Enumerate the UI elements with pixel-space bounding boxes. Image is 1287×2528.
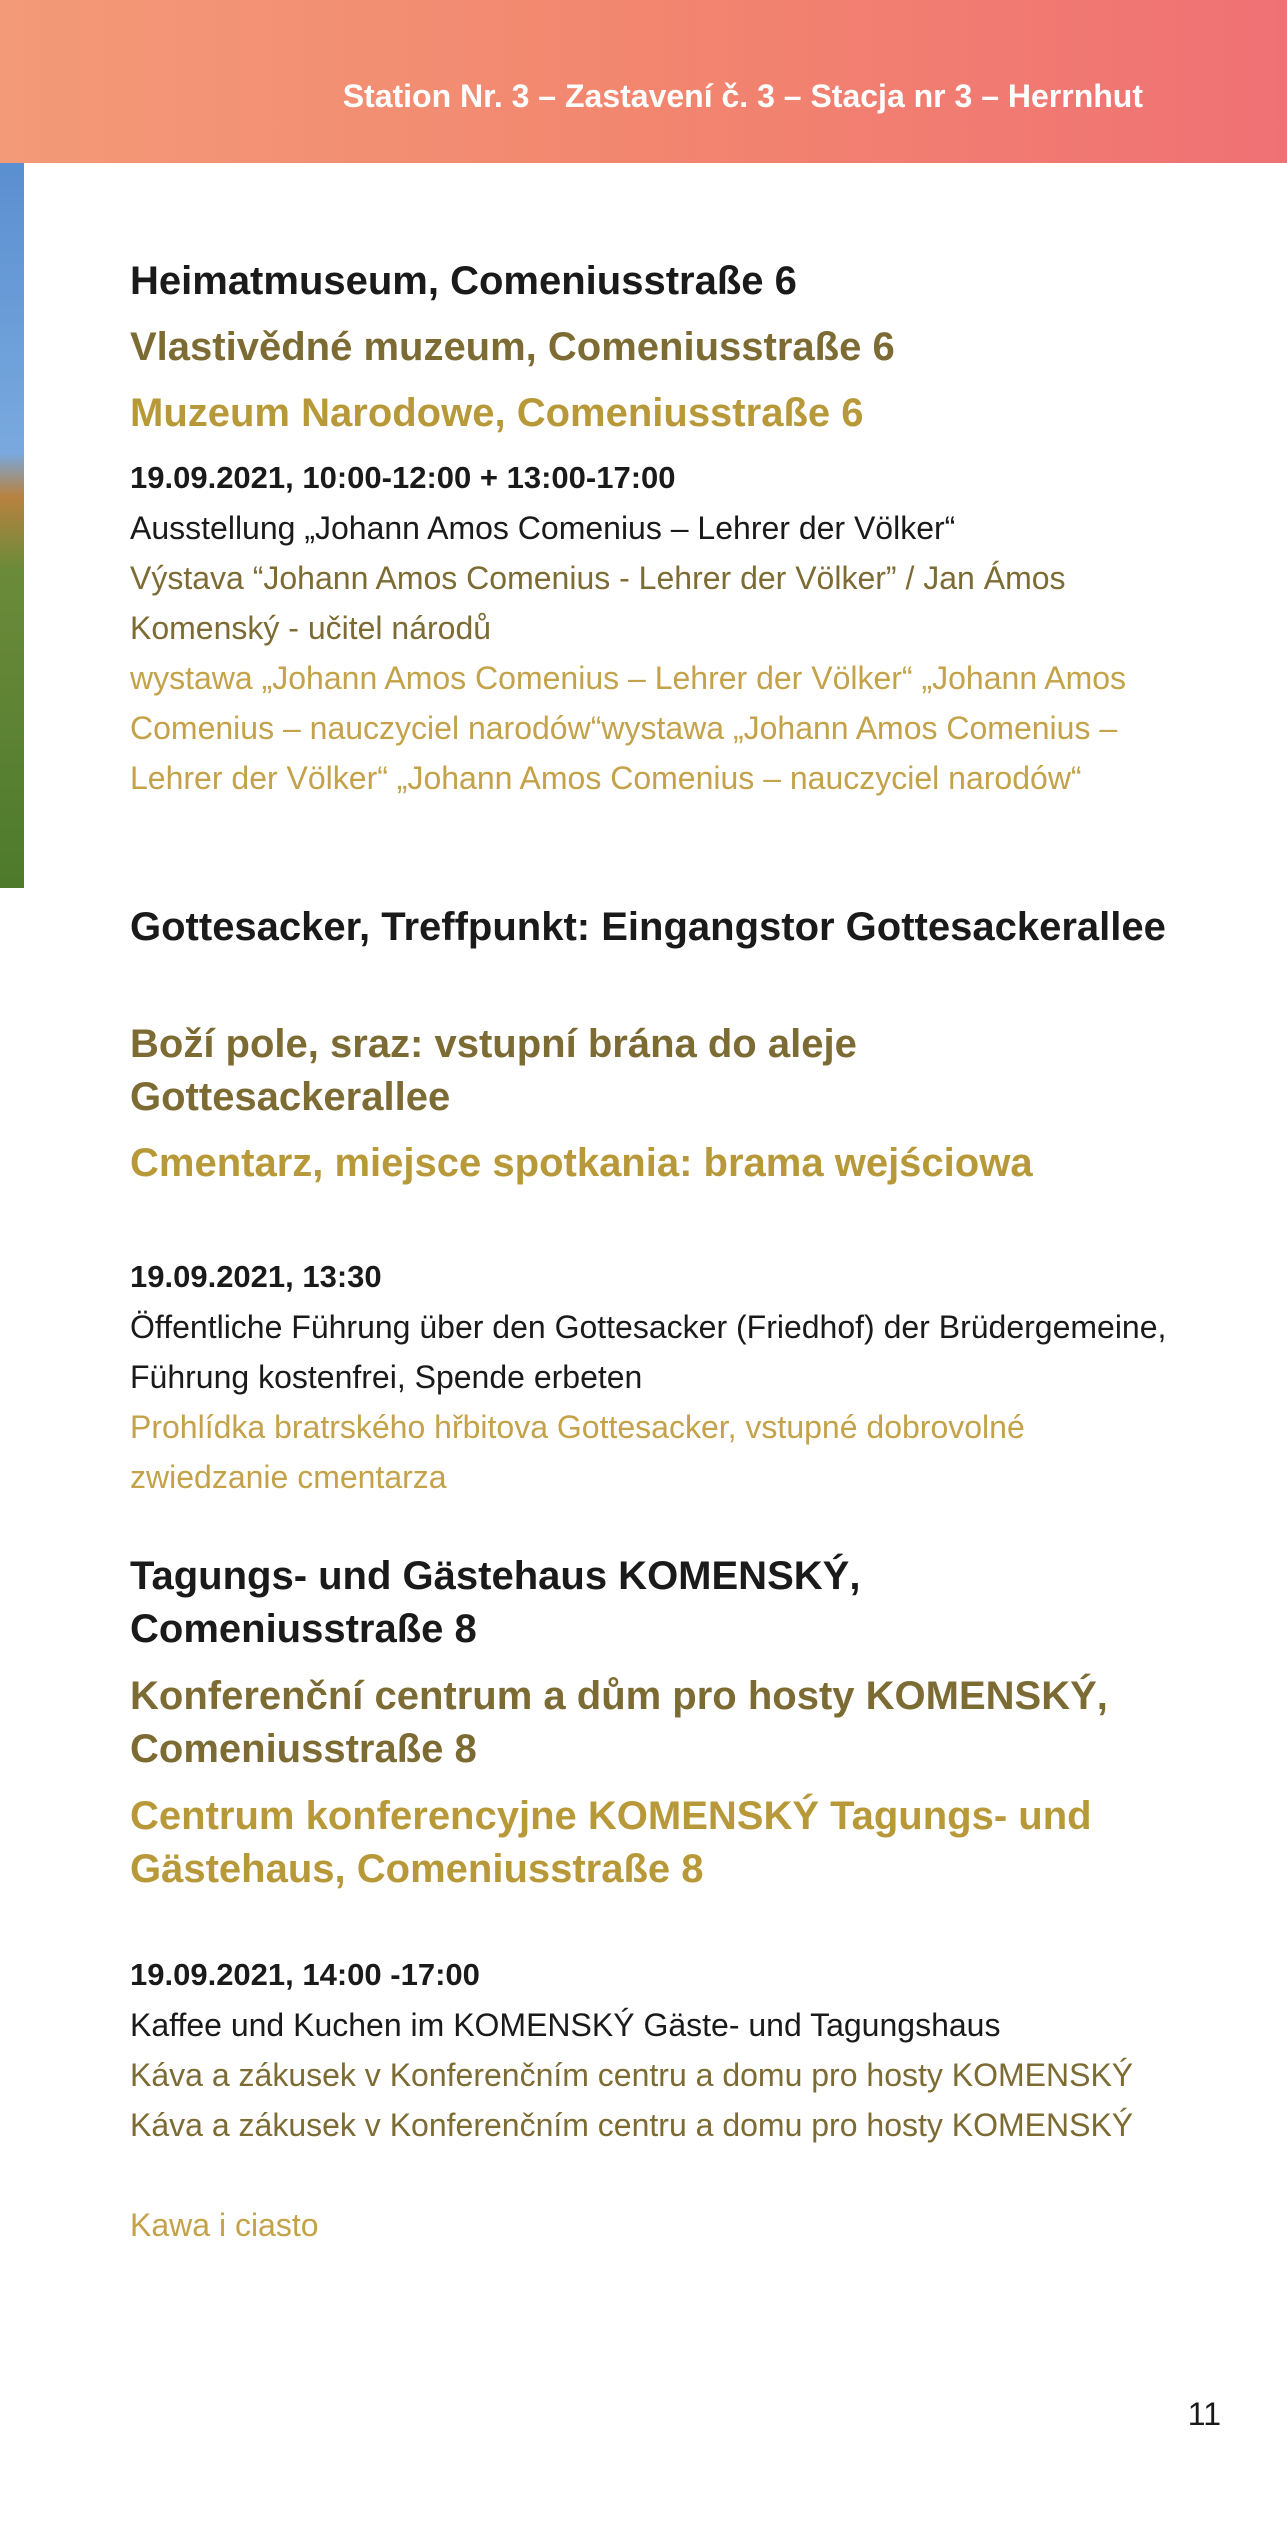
section-1-text-cs: Výstava “Johann Amos Comenius - Lehrer der Völker” / Jan Ámos Komenský - učitel národů [130,560,1066,646]
side-photo-strip [0,163,24,888]
section-2-heading-cs: Boží pole, sraz: vstupní brána do aleje Gottesackerallee [130,1022,857,1119]
section-2-heading-pl: Cmentarz, miejsce spotkania: brama wejściowa [130,1141,1033,1185]
section-3-date: 19.09.2021, 14:00 -17:00 [130,1957,480,1992]
section-2-text-cs: Prohlídka bratrského hřbitova Gottesacker, vstupné dobrovolné [130,1409,1025,1445]
section-3-text-de: Kaffee und Kuchen im KOMENSKÝ Gäste- und Tagungshaus [130,2007,1001,2043]
section-3-heading-de: Tagungs- und Gästehaus KOMENSKÝ, Comeniusstraße 8 [130,1554,861,1651]
section-2-date: 19.09.2021, 13:30 [130,1259,382,1294]
header-bar [0,0,1287,163]
section-1-heading-pl: Muzeum Narodowe, Comeniusstraße 6 [130,391,864,435]
section-3-heading-pl: Centrum konferencyjne KOMENSKÝ Tagungs- und Gästehaus, Comeniusstraße 8 [130,1794,1092,1891]
page-number: 11 [1187,2396,1221,2432]
section-3-heading-cs: Konferenční centrum a dům pro hosty KOMENSKÝ, Comeniusstraße 8 [130,1674,1108,1771]
section-1-date: 19.09.2021, 10:00-12:00 + 13:00-17:00 [130,460,676,495]
section-2-text-pl: zwiedzanie cmentarza [130,1459,447,1495]
section-1-heading-cs: Vlastivědné muzeum, Comeniusstraße 6 [130,325,895,369]
section-2-heading-de: Gottesacker, Treffpunkt: Eingangstor Gottesackerallee [130,905,1166,949]
section-1-text-pl: wystawa „Johann Amos Comenius – Lehrer der Völker“ „Johann Amos Comenius – nauczyciel narodów“wystawa „Johann Amos Comenius – Lehrer der Völker“ „Johann Amos Comenius – nauczyciel narodów“ [130,660,1127,796]
section-1-text-de: Ausstellung „Johann Amos Comenius – Lehrer der Völker“ [130,510,956,546]
section-3-text-pl: Kawa i ciasto [130,2207,319,2243]
station-title: Station Nr. 3 – Zastavení č. 3 – Stacja nr 3 – Herrnhut [342,78,1143,114]
section-3-text-cs: Káva a zákusek v Konferenčním centru a domu pro hosty KOMENSKÝ Káva a zákusek v Konferenčním centru a domu pro hosty KOMENSKÝ [130,2057,1134,2143]
section-1-heading-de: Heimatmuseum, Comeniusstraße 6 [130,259,797,303]
section-2-text-de: Öffentliche Führung über den Gottesacker (Friedhof) der Brüdergemeine, Führung kostenfrei, Spende erbeten [130,1309,1167,1395]
